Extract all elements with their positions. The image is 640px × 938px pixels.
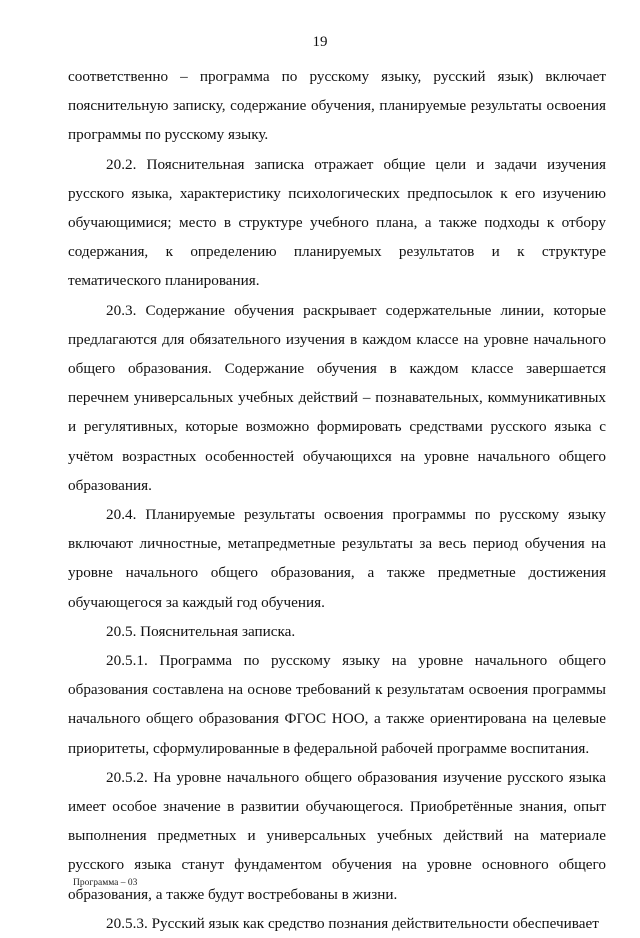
paragraph-20-5-2: 20.5.2. На уровне начального общего образования изучение русского языка имеет особое значение в развитии обучающегося. Приобретённые знания, опыт выполнения предметных и универсальных учебных действий на материале русского языка станут фундаментом обучения на уровне основного общего образования, а также будут востребованы в жизни. [68,768,606,903]
document-body [68,62,606,938]
paragraph-continuation: соответственно – программа по русскому языку, русский язык) включает пояснительную записку, содержание обучения, планируемые результаты освоения программы по русскому языку. [68,68,606,144]
page-number: 19 [312,34,328,50]
page-footer: Программа – 03 [73,878,138,888]
paragraph-20-5: 20.5. Пояснительная записка. [106,622,296,640]
paragraph-20-4: 20.4. Планируемые результаты освоения программы по русскому языку включают личностные, метапредметные результаты за весь период обучения на уровне начального общего образования, а также предметные достижения обучающегося за каждый год обучения. [68,506,606,611]
paragraph-20-3: 20.3. Содержание обучения раскрывает содержательные линии, которые предлагаются для обязательного изучения в каждом классе на уровне начального общего образования. Содержание обучения в каждом классе завершается перечнем универсальных учебных действий – познавательных, коммуникативных и регулятивных, которые возможно формировать средствами русского языка с учётом возрастных особенностей обучающихся на уровне начального общего образования. [68,301,606,494]
paragraph-20-2: 20.2. Пояснительная записка отражает общие цели и задачи изучения русского языка, характеристику психологических предпосылок к его изучению обучающимися; место в структуре учебного плана, а также подходы к отбору содержания, к определению планируемых результатов и к структуре тематического планирования. [68,155,606,290]
paragraph-20-5-1: 20.5.1. Программа по русскому языку на уровне начального общего образования составлена на основе требований к результатам освоения программы начального общего образования ФГОС НОО, а также ориентирована на целевые приоритеты, сформулированные в федеральной рабочей программе воспитания. [68,652,606,757]
paragraph-20-5-3: 20.5.3. Русский язык как средство познания действительности обеспечивает [106,914,599,932]
